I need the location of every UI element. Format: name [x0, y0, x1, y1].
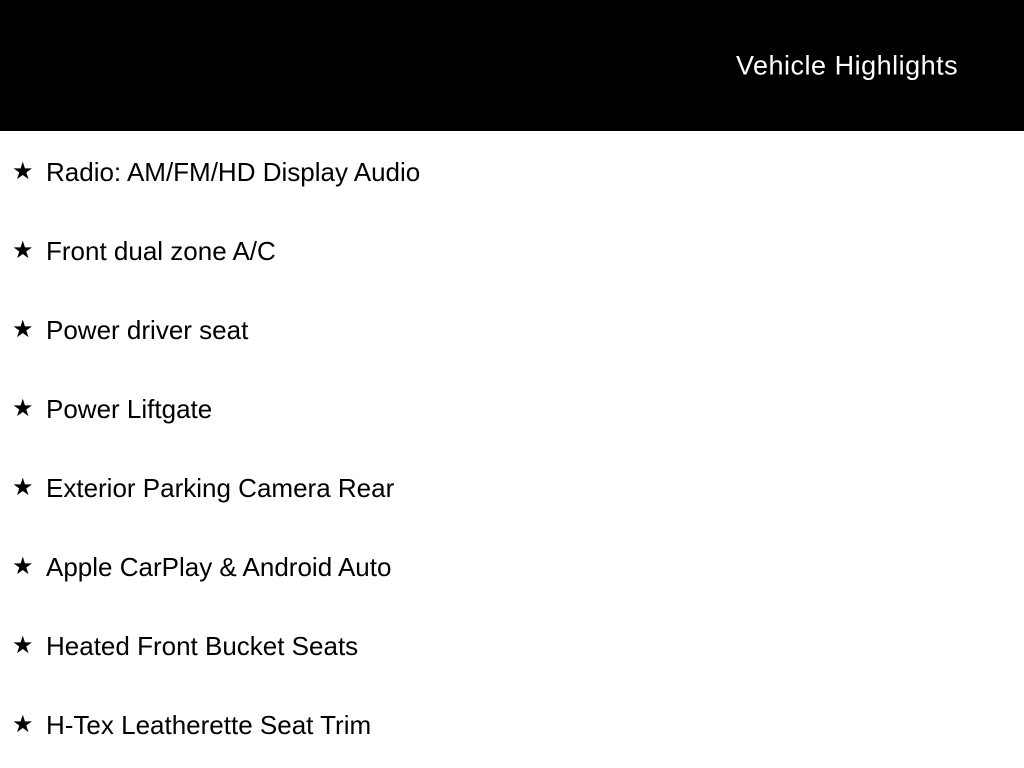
page-title: Vehicle Highlights: [736, 50, 959, 80]
star-icon: ★: [12, 553, 34, 580]
star-icon: ★: [12, 474, 34, 501]
list-item: [12, 473, 1024, 503]
highlight-label: Power driver seat: [46, 315, 249, 345]
star-icon: ★: [12, 316, 34, 343]
list-item: [12, 157, 1024, 187]
highlight-label: Front dual zone A/C: [46, 236, 276, 266]
highlight-label: Exterior Parking Camera Rear: [46, 473, 395, 503]
highlight-label: Power Liftgate: [46, 394, 213, 424]
star-icon: ★: [12, 237, 34, 264]
list-item: [12, 394, 1024, 424]
highlights-list: [0, 131, 1024, 740]
list-item: [12, 710, 1024, 740]
list-item: [12, 631, 1024, 661]
star-icon: ★: [12, 395, 34, 422]
header-bar: [0, 0, 1024, 131]
list-item: [12, 315, 1024, 345]
star-icon: ★: [12, 158, 34, 185]
star-icon: ★: [12, 632, 34, 659]
highlight-label: Heated Front Bucket Seats: [46, 631, 359, 661]
highlight-label: Radio: AM/FM/HD Display Audio: [46, 157, 421, 187]
star-icon: ★: [12, 711, 34, 738]
list-item: [12, 236, 1024, 266]
highlight-label: Apple CarPlay & Android Auto: [46, 552, 392, 582]
list-item: [12, 552, 1024, 582]
highlight-label: H-Tex Leatherette Seat Trim: [46, 710, 372, 740]
